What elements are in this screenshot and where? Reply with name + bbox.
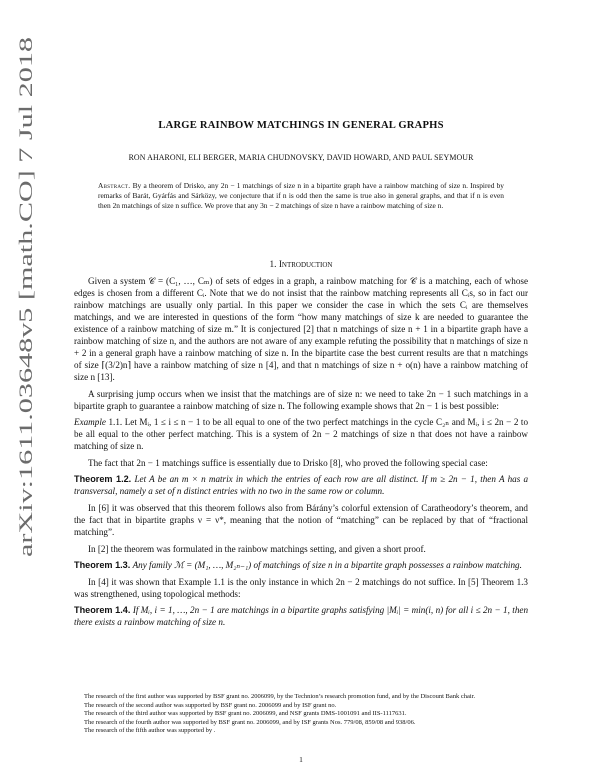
main-text	[74, 275, 528, 633]
section-title: Introduction	[278, 260, 333, 270]
paragraph: Given a system 𝒞 = (C₁, …, Cₘ) of sets of edges in a graph, a rainbow matching for 𝒞 is a matching, each of whose edges is chosen from a different Cᵢ. Note that we do not insist that the rainbow matching represents all Cᵢs, so in fact our rainbow matchings are usually only partial. In this paper we consider the case in which the sets Cᵢ are themselves matchings, and we are interested in questions of the form “how many matchings of size k are needed to guarantee the existence of a rainbow matching of size m.” It is conjectured [2] that n matchings of size n + 1 in a bipartite graph have a rainbow matching of size n, and the authors are not aware of any example refuting the possibility that n matchings of size n + 2 in a general graph have a rainbow matching of size n. In the bipartite case the best current results are that n matchings of size ⌈(3/2)n⌉ have a rainbow matching of size n [4], and that n matchings of size n + o(n) have a rainbow matching of size n [13].	[74, 276, 528, 382]
theorem-label: Theorem 1.3.	[74, 560, 131, 571]
paragraph: A surprising jump occurs when we insist that the matchings are of size n: we need to take 2n − 1 such matchings in a bipartite graph to guarantee a rainbow matching of size n. The following example shows that 2n − 1 is best possible:	[74, 388, 528, 411]
section-heading	[74, 260, 528, 270]
paragraph: In [6] it was observed that this theorem follows also from Bárány’s colorful extension of Caratheodory’s theorem, and the fact that in bipartite graphs ν = ν*, meaning that the notion of “matching” can be replaced by that of “fractional matching”.	[74, 502, 528, 537]
theorem-text: If Mᵢ, i = 1, …, 2n − 1 are matchings in a bipartite graphs satisfying |Mᵢ| = min(i, n) for all i ≤ 2n − 1, then there exists a rainbow matching of size n.	[74, 605, 529, 628]
example-block	[74, 416, 528, 452]
abstract	[98, 181, 504, 212]
footnote: The research of the second author was supported by BSF grant no. 2006099 and by ISF grant no.	[84, 701, 337, 709]
section-number: 1.	[269, 260, 277, 270]
paragraph: In [4] it was shown that Example 1.1 is the only instance in which 2n − 2 matchings do not suffice. In [5] Theorem 1.3 was strengthened, using topological methods:	[74, 576, 528, 599]
theorem-text: Let A be an m × n matrix in which the entries of each row are all distinct. If m ≥ 2n − 1, then A has a transversal, namely a set of n distinct entries with no two in the same row or column.	[74, 474, 529, 497]
theorem-label: Theorem 1.2.	[74, 474, 132, 485]
footnote: The research of the fifth author was supported by .	[84, 727, 216, 735]
footnotes	[74, 693, 528, 736]
theorem-block	[74, 604, 528, 628]
page-number: 1	[299, 755, 303, 764]
arxiv-identifier-text: arXiv:1611.03648v5 [math.CO] 7 Jul 2018	[16, 233, 37, 557]
abstract-label: Abstract.	[98, 181, 131, 190]
abstract-text: By a theorem of Drisko, any 2n − 1 matchings of size n in a bipartite graph have a rainbow matching of size n. Inspired by remarks of Barát, Gyárfás and Sárközy, we conjecture that if n is odd then the same is true also in general graphs, and that if n is even then 2n matchings of size n suffice. We prove that any 3n − 2 matchings of size n have a rainbow matching of size n.	[98, 181, 504, 211]
example-text: 1.1. Let Mᵢ, 1 ≤ i ≤ n − 1 to be all equal to one of the two perfect matchings in the cycle C₂ₙ and Mᵢ, i ≤ 2n − 2 to be all equal to the other perfect matching. This is a system of 2n − 2 matchings of size n that does not have a rainbow matching of size n.	[74, 417, 529, 452]
footnote: The research of the first author was supported by BSF grant no. 2006099, by the Technion’s research promotion fund, and by the Discount Bank chair.	[84, 693, 476, 700]
paragraph: The fact that 2n − 1 matchings suffice is essentially due to Drisko [8], who proved the following special case:	[88, 457, 488, 468]
example-label: Example	[74, 417, 106, 428]
footnote: The research of the fourth author was supported by BSF grant no. 2006099, and by ISF grants Nos. 779/08, 859/08 and 938/06.	[84, 718, 416, 726]
theorem-label: Theorem 1.4.	[74, 605, 131, 616]
theorem-text: Any family ℳ = (M₁, …, M₂ₙ₋₁) of matchings of size n in a bipartite graph possesses a rainbow matching.	[132, 560, 522, 571]
paper-title: LARGE RAINBOW MATCHINGS IN GENERAL GRAPHS	[158, 120, 444, 131]
arxiv-identifier-stamp	[5, 0, 41, 560]
paragraph: In [2] the theorem was formulated in the rainbow matchings setting, and given a short proof.	[88, 543, 426, 554]
theorem-block	[74, 559, 528, 571]
author-list: RON AHARONI, ELI BERGER, MARIA CHUDNOVSKY, DAVID HOWARD, AND PAUL SEYMOUR	[128, 153, 474, 162]
theorem-block	[74, 473, 528, 497]
footnote: The research of the third author was supported by BSF grant no. 2006099, and NSF grants DMS-1001091 and IIS-1117631.	[84, 710, 407, 718]
